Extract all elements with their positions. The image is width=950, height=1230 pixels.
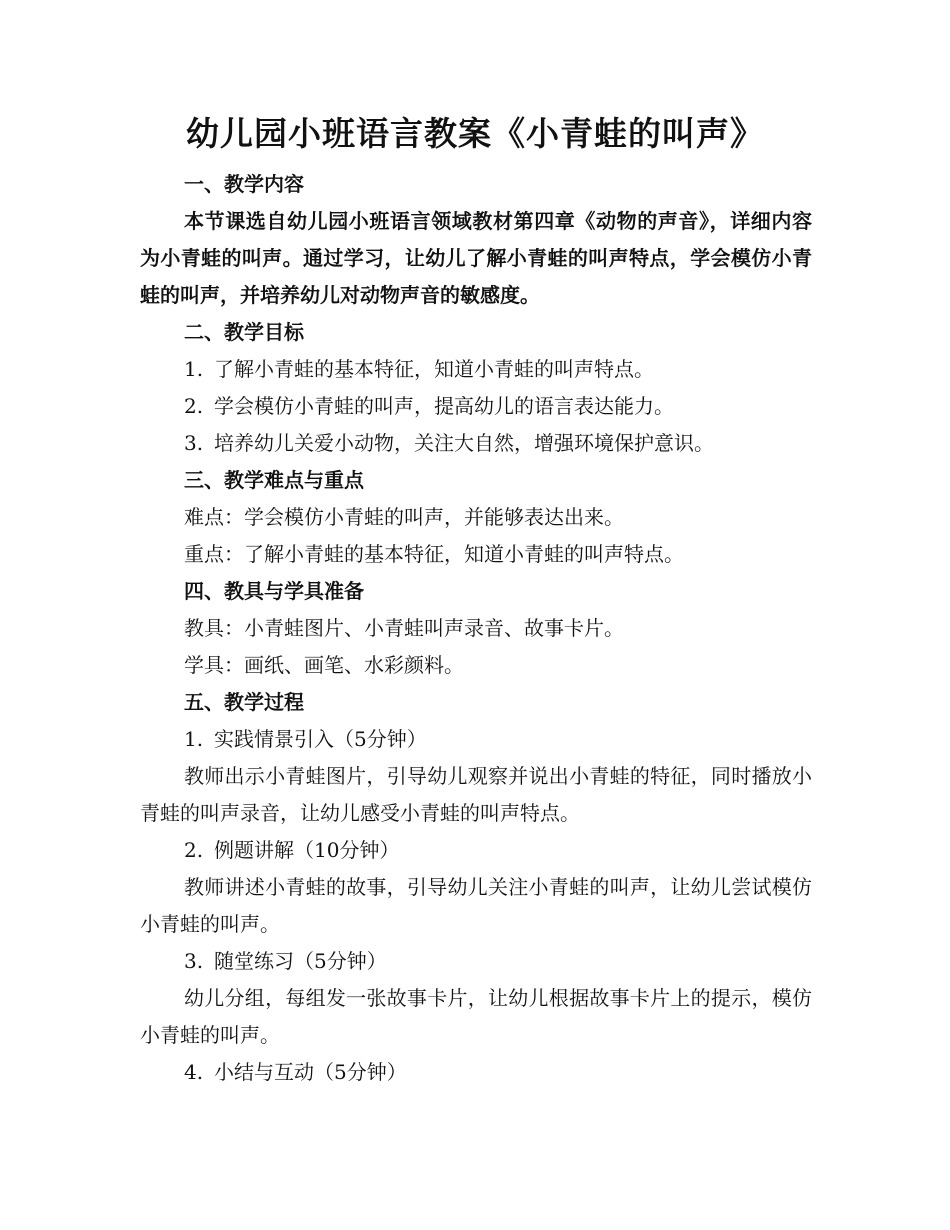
section-heading-content: 一、教学内容	[184, 172, 304, 196]
goal-text: 培养幼儿关爱小动物，关注大自然，增强环境保护意识。	[214, 431, 714, 455]
step-title	[140, 943, 812, 980]
document-body	[140, 166, 812, 1091]
step-title-text: 随堂练习（5分钟）	[214, 949, 387, 973]
step-number: 4.	[184, 1060, 204, 1084]
page-title: 幼儿园小班语言教案《小青蛙的叫声》	[186, 114, 764, 153]
goal-number: 2.	[184, 394, 204, 418]
section-heading-process: 五、教学过程	[184, 690, 304, 714]
step-title	[140, 721, 812, 758]
step-paragraph: 幼儿分组，每组发一张故事卡片，让幼儿根据故事卡片上的提示，模仿小青蛙的叫声。	[140, 986, 812, 1047]
section-heading-goals: 二、教学目标	[184, 320, 304, 344]
focus-line: 重点：了解小青蛙的基本特征，知道小青蛙的叫声特点。	[184, 542, 684, 566]
step-title-text: 小结与互动（5分钟）	[214, 1060, 407, 1084]
goal-number: 3.	[184, 431, 204, 455]
step-paragraph: 教师讲述小青蛙的故事，引导幼儿关注小青蛙的叫声，让幼儿尝试模仿小青蛙的叫声。	[140, 875, 812, 936]
content-paragraph: 本节课选自幼儿园小班语言领域教材第四章《动物的声音》，详细内容为小青蛙的叫声。通过学习，让幼儿了解小青蛙的叫声特点，学会模仿小青蛙的叫声，并培养幼儿对动物声音的敏感度。	[140, 209, 812, 307]
step-number: 1.	[184, 727, 204, 751]
section-heading-tools: 四、教具与学具准备	[184, 579, 364, 603]
goal-number: 1.	[184, 357, 204, 381]
section-heading-key-points: 三、教学难点与重点	[184, 468, 364, 492]
step-title-text: 实践情景引入（5分钟）	[214, 727, 427, 751]
step-number: 2.	[184, 838, 204, 862]
step-paragraph: 教师出示小青蛙图片，引导幼儿观察并说出小青蛙的特征，同时播放小青蛙的叫声录音，让幼儿感受小青蛙的叫声特点。	[140, 764, 812, 825]
difficulty-line: 难点：学会模仿小青蛙的叫声，并能够表达出来。	[184, 505, 624, 529]
student-tools-line: 学具：画纸、画笔、水彩颜料。	[184, 653, 464, 677]
goal-text: 了解小青蛙的基本特征，知道小青蛙的叫声特点。	[214, 357, 654, 381]
step-number: 3.	[184, 949, 204, 973]
goal-item	[140, 388, 812, 425]
goal-text: 学会模仿小青蛙的叫声，提高幼儿的语言表达能力。	[214, 394, 674, 418]
step-title	[140, 1054, 812, 1091]
goal-item	[140, 425, 812, 462]
step-title-text: 例题讲解（10分钟）	[214, 838, 400, 862]
goal-item	[140, 351, 812, 388]
step-title	[140, 832, 812, 869]
teacher-tools-line: 教具：小青蛙图片、小青蛙叫声录音、故事卡片。	[184, 616, 624, 640]
